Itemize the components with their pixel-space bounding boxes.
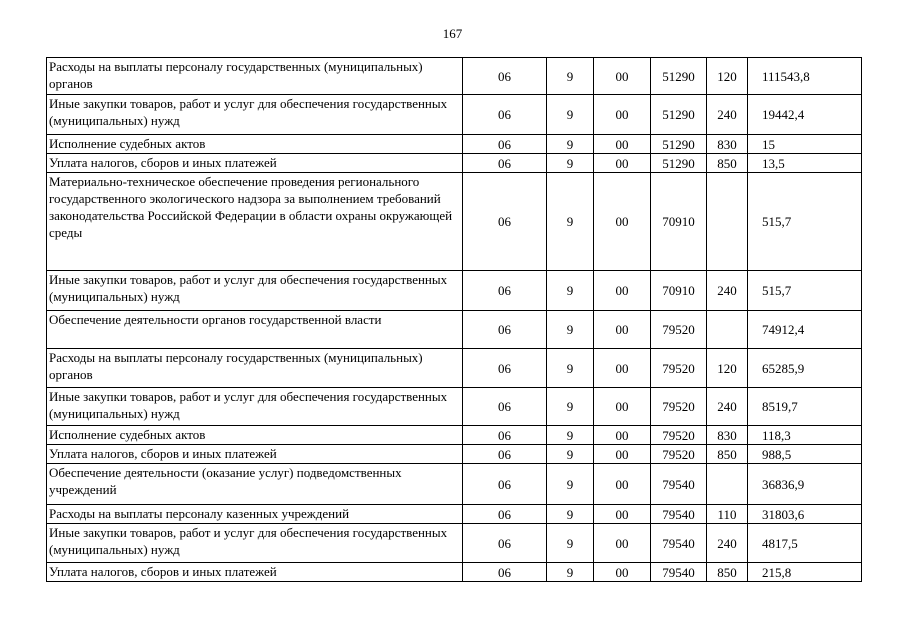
row-subsection: 9: [547, 349, 594, 388]
row-section: 06: [463, 563, 547, 582]
row-subsection: 9: [547, 173, 594, 271]
row-amount: 118,3: [748, 426, 862, 445]
row-program: 00: [594, 524, 651, 563]
row-code: 51290: [651, 154, 707, 173]
row-expense-type: 120: [707, 349, 748, 388]
row-program: 00: [594, 311, 651, 349]
row-section: 06: [463, 505, 547, 524]
row-amount: 515,7: [748, 271, 862, 311]
row-code: 79540: [651, 563, 707, 582]
row-amount: 13,5: [748, 154, 862, 173]
row-expense-type: 850: [707, 154, 748, 173]
row-amount: 8519,7: [748, 388, 862, 426]
table-row: [47, 58, 862, 95]
row-section: 06: [463, 524, 547, 563]
row-code: 79540: [651, 464, 707, 505]
row-program: 00: [594, 135, 651, 154]
row-program: 00: [594, 349, 651, 388]
budget-table-body: [47, 58, 862, 582]
row-name: Иные закупки товаров, работ и услуг для обеспечения государственных (муниципальных) нужд: [47, 271, 463, 311]
row-program: 00: [594, 426, 651, 445]
row-section: 06: [463, 388, 547, 426]
row-section: 06: [463, 349, 547, 388]
row-expense-type: 850: [707, 563, 748, 582]
row-amount: 988,5: [748, 445, 862, 464]
row-amount: 515,7: [748, 173, 862, 271]
row-subsection: 9: [547, 524, 594, 563]
page-number: 167: [442, 26, 463, 41]
table-row: [47, 464, 862, 505]
row-code: 79540: [651, 524, 707, 563]
row-name: Иные закупки товаров, работ и услуг для обеспечения государственных (муниципальных) нужд: [47, 95, 463, 135]
row-expense-type: 240: [707, 524, 748, 563]
row-expense-type: 110: [707, 505, 748, 524]
row-section: 06: [463, 271, 547, 311]
row-expense-type: 240: [707, 271, 748, 311]
row-amount: 74912,4: [748, 311, 862, 349]
row-code: 51290: [651, 95, 707, 135]
row-amount: 36836,9: [748, 464, 862, 505]
row-section: 06: [463, 426, 547, 445]
row-section: 06: [463, 464, 547, 505]
row-expense-type: 240: [707, 388, 748, 426]
row-subsection: 9: [547, 426, 594, 445]
row-program: 00: [594, 271, 651, 311]
row-amount: 111543,8: [748, 58, 862, 95]
row-program: 00: [594, 95, 651, 135]
budget-table: [46, 57, 862, 582]
table-row: [47, 95, 862, 135]
row-section: 06: [463, 135, 547, 154]
row-section: 06: [463, 311, 547, 349]
row-name: Расходы на выплаты персоналу казенных учреждений: [47, 505, 463, 524]
row-code: 79520: [651, 311, 707, 349]
row-program: 00: [594, 464, 651, 505]
table-row: [47, 426, 862, 445]
row-section: 06: [463, 154, 547, 173]
row-amount: 15: [748, 135, 862, 154]
row-code: 79520: [651, 349, 707, 388]
row-program: 00: [594, 563, 651, 582]
table-row: [47, 524, 862, 563]
row-subsection: 9: [547, 58, 594, 95]
row-expense-type: 120: [707, 58, 748, 95]
table-row: [47, 135, 862, 154]
row-code: 51290: [651, 135, 707, 154]
row-subsection: 9: [547, 271, 594, 311]
row-amount: 4817,5: [748, 524, 862, 563]
table-row: [47, 563, 862, 582]
row-code: 70910: [651, 173, 707, 271]
row-program: 00: [594, 388, 651, 426]
table-row: [47, 349, 862, 388]
row-name: Уплата налогов, сборов и иных платежей: [47, 154, 463, 173]
row-program: 00: [594, 173, 651, 271]
table-row: [47, 311, 862, 349]
row-code: 79520: [651, 388, 707, 426]
row-name: Материально-техническое обеспечение проведения регионального государственного экологического надзора за выполнением требований законодательства Российской Федерации в области охраны окружающей среды: [47, 173, 463, 271]
row-section: 06: [463, 445, 547, 464]
table-row: [47, 505, 862, 524]
row-section: 06: [463, 58, 547, 95]
row-subsection: 9: [547, 311, 594, 349]
row-subsection: 9: [547, 505, 594, 524]
row-program: 00: [594, 154, 651, 173]
row-amount: 215,8: [748, 563, 862, 582]
table-row: [47, 271, 862, 311]
row-name: Обеспечение деятельности органов государственной власти: [47, 311, 463, 349]
row-amount: 65285,9: [748, 349, 862, 388]
row-expense-type: 830: [707, 426, 748, 445]
row-subsection: 9: [547, 135, 594, 154]
row-expense-type: [707, 464, 748, 505]
row-expense-type: 240: [707, 95, 748, 135]
row-expense-type: [707, 173, 748, 271]
row-subsection: 9: [547, 154, 594, 173]
row-subsection: 9: [547, 445, 594, 464]
row-name: Исполнение судебных актов: [47, 426, 463, 445]
row-code: 79520: [651, 445, 707, 464]
row-program: 00: [594, 445, 651, 464]
row-amount: 19442,4: [748, 95, 862, 135]
row-expense-type: 850: [707, 445, 748, 464]
table-row: [47, 445, 862, 464]
row-section: 06: [463, 173, 547, 271]
row-name: Расходы на выплаты персоналу государственных (муниципальных) органов: [47, 58, 463, 95]
row-code: 51290: [651, 58, 707, 95]
row-section: 06: [463, 95, 547, 135]
row-name: Расходы на выплаты персоналу государственных (муниципальных) органов: [47, 349, 463, 388]
row-subsection: 9: [547, 388, 594, 426]
table-row: [47, 388, 862, 426]
table-row: [47, 173, 862, 271]
table-row: [47, 154, 862, 173]
row-program: 00: [594, 505, 651, 524]
row-code: 79540: [651, 505, 707, 524]
row-code: 70910: [651, 271, 707, 311]
row-name: Уплата налогов, сборов и иных платежей: [47, 563, 463, 582]
row-expense-type: [707, 311, 748, 349]
row-program: 00: [594, 58, 651, 95]
row-subsection: 9: [547, 95, 594, 135]
row-name: Обеспечение деятельности (оказание услуг) подведомственных учреждений: [47, 464, 463, 505]
row-expense-type: 830: [707, 135, 748, 154]
row-subsection: 9: [547, 464, 594, 505]
row-code: 79520: [651, 426, 707, 445]
row-subsection: 9: [547, 563, 594, 582]
row-name: Исполнение судебных актов: [47, 135, 463, 154]
row-name: Иные закупки товаров, работ и услуг для обеспечения государственных (муниципальных) нужд: [47, 388, 463, 426]
row-name: Уплата налогов, сборов и иных платежей: [47, 445, 463, 464]
row-amount: 31803,6: [748, 505, 862, 524]
row-name: Иные закупки товаров, работ и услуг для обеспечения государственных (муниципальных) нужд: [47, 524, 463, 563]
